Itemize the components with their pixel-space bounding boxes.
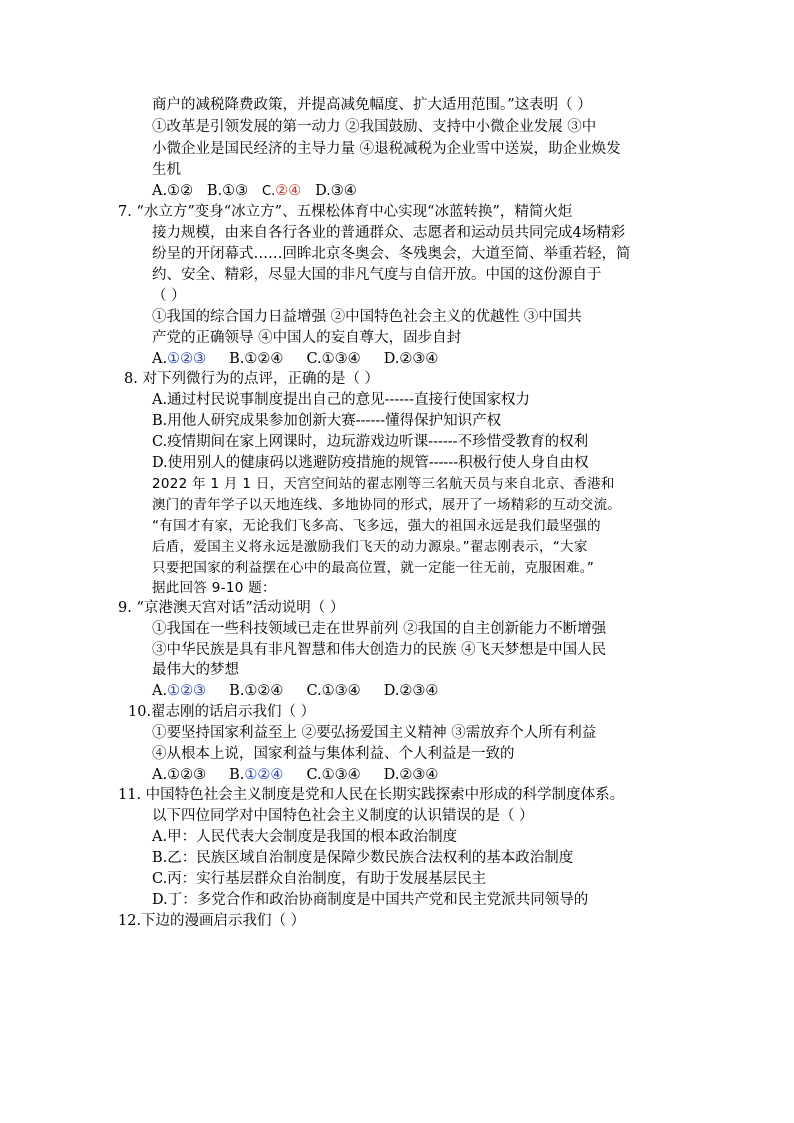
q7-option-a-letter: A. [152, 351, 168, 367]
q9-option-c[interactable]: C.①③④ [306, 683, 361, 699]
q6-option-b[interactable]: B.①③ [206, 183, 249, 199]
q7-stem-line: 纷呈的开闭幕式……回眸北京冬奥会、冬残奥会，大道至简、举重若轻，简 [152, 246, 631, 262]
q9-option-d[interactable]: D.②③④ [383, 683, 439, 699]
q8-option-a[interactable]: A.通过村民说事制度提出自己的意见------直接行使国家权力 [152, 392, 530, 408]
q8-option-c[interactable]: C.疫情期间在家上网课时，边玩游戏边听课------不珍惜受教育的权利 [152, 434, 589, 450]
q10-option-c[interactable]: C.①③④ [306, 767, 361, 783]
q7-option-d[interactable]: D.②③④ [383, 351, 439, 367]
q11-option-d[interactable]: D.丁：多党合作和政治协商制度是中国共产党和民主党派共同领导的 [152, 892, 589, 908]
q11-stem-line: 以下四位同学对中国特色社会主义制度的认识错误的是（ ） [152, 808, 534, 824]
q11-stem: 11. 中国特色社会主义制度是党和人民在长期实践探索中形成的科学制度体系。 [118, 787, 625, 803]
passage-line: “有国才有家，无论我们飞多高、飞多远，强大的祖国永远是我们最坚强的 [152, 518, 601, 534]
q7-options [152, 349, 438, 369]
q6-options [152, 181, 357, 202]
q9-stem: 9. “京港澳天宫对话”活动说明（ ） [118, 600, 345, 616]
q6-option-c[interactable] [262, 181, 301, 202]
q9-options [152, 681, 438, 701]
q12-stem: 12.下边的漫画启示我们（ ） [118, 913, 306, 929]
q6-option-c-answer: ②④ [275, 183, 302, 199]
q7-option-a-answer: ①②③ [167, 351, 207, 367]
q11-option-a[interactable]: A.甲：人民代表大会制度是我国的根本政治制度 [152, 829, 458, 845]
q10-option-a[interactable]: A.①②③ [152, 767, 207, 783]
q10-stem: 10.翟志刚的话启示我们（ ） [128, 704, 316, 720]
q9-option-a-letter: A. [152, 683, 168, 699]
q6-stem: 商户的减税降费政策，并提高减免幅度、扩大适用范围。”这表明（ ） [152, 97, 592, 113]
q7-stem-line: 约、安全、精彩，尽显大国的非凡气度与自信开放。中国的这份源自于 [152, 267, 602, 283]
passage-line: 只要把国家的利益摆在心中的最高位置，就一定能一往无前，克服困难。” [152, 560, 595, 576]
q10-option-b-letter: B. [229, 767, 245, 783]
q7-stem-line: 接力规模，由来自各行各业的普通群众、志愿者和运动员共同完成4场精彩 [152, 225, 626, 241]
passage-instruction: 据此回答 9-10 题： [152, 580, 276, 596]
q9-statement-line: ①我国在一些科技领域已走在世界前列 ②我国的自主创新能力不断增强 [152, 621, 607, 637]
q6-option-a[interactable]: A.①② [152, 183, 194, 199]
q10-option-b[interactable] [229, 765, 283, 785]
passage-line: 澳门的青年学子以天地连线、多地协同的形式，展开了一场精彩的互动交流。 [152, 497, 622, 513]
q9-statement-line: ③中华民族是具有非凡智慧和伟大创造力的民族 ④飞天梦想是中国人民 [152, 642, 607, 658]
q9-option-a-answer: ①②③ [167, 683, 207, 699]
q7-statement-line: 产党的正确领导 ④中国人的妄自尊大，固步自封 [152, 330, 462, 346]
q8-option-b[interactable]: B.用他人研究成果参加创新大赛------懂得保护知识产权 [152, 413, 502, 429]
passage-line: 2022 年 1 月 1 日，天宫空间站的翟志刚等三名航天员与来自北京、香港和 [152, 476, 615, 492]
q7-option-b[interactable]: B.①②④ [229, 351, 284, 367]
q10-options [152, 765, 438, 785]
q7-stem: 7. “水立方”变身“冰立方”、五棵松体育中心实现“冰蓝转换”，精简火炬 [118, 204, 573, 220]
q10-statement-line: ①要坚持国家利益至上 ②要弘扬爱国主义精神 ③需放弃个人所有利益 [152, 725, 597, 741]
q7-option-a[interactable] [152, 349, 206, 369]
q7-answer-bracket: （ ） [152, 288, 186, 304]
q6-option-c-letter: C. [262, 184, 276, 199]
q10-statement-line: ④从根本上说，国家利益与集体利益、个人利益是一致的 [152, 746, 515, 762]
q9-statement-line: 最伟大的梦想 [152, 662, 239, 678]
passage-line: 后盾，爱国主义将永远是激励我们飞天的动力源泉。”翟志刚表示，“大家 [152, 539, 588, 555]
q9-option-a[interactable] [152, 681, 206, 701]
q8-stem: 8. 对下列微行为的点评，正确的是（ ） [124, 371, 380, 387]
q8-option-d[interactable]: D.使用别人的健康码以逃避防疫措施的规管------积极行使人身自由权 [152, 455, 589, 471]
q11-option-c[interactable]: C.丙：实行基层群众自治制度，有助于发展基层民主 [152, 871, 487, 887]
q7-option-c[interactable]: C.①③④ [306, 351, 361, 367]
q9-option-b[interactable]: B.①②④ [229, 683, 284, 699]
q6-statement-line: ①改革是引领发展的第一动力 ②我国鼓励、支持中小微企业发展 ③中 [152, 119, 597, 135]
q11-option-b[interactable]: B.乙：民族区域自治制度是保障少数民族合法权利的基本政治制度 [152, 850, 574, 866]
q7-statement-line: ①我国的综合国力日益增强 ②中国特色社会主义的优越性 ③中国共 [152, 309, 582, 325]
q6-statement-line: 小微企业是国民经济的主导力量 ④退税减税为企业雪中送炭，助企业焕发 [152, 141, 621, 157]
q10-option-d[interactable]: D.②③④ [383, 767, 439, 783]
q6-statement-line: 生机 [152, 162, 181, 178]
q6-option-d[interactable]: D.③④ [315, 183, 357, 199]
q10-option-b-answer: ①②④ [244, 767, 284, 783]
